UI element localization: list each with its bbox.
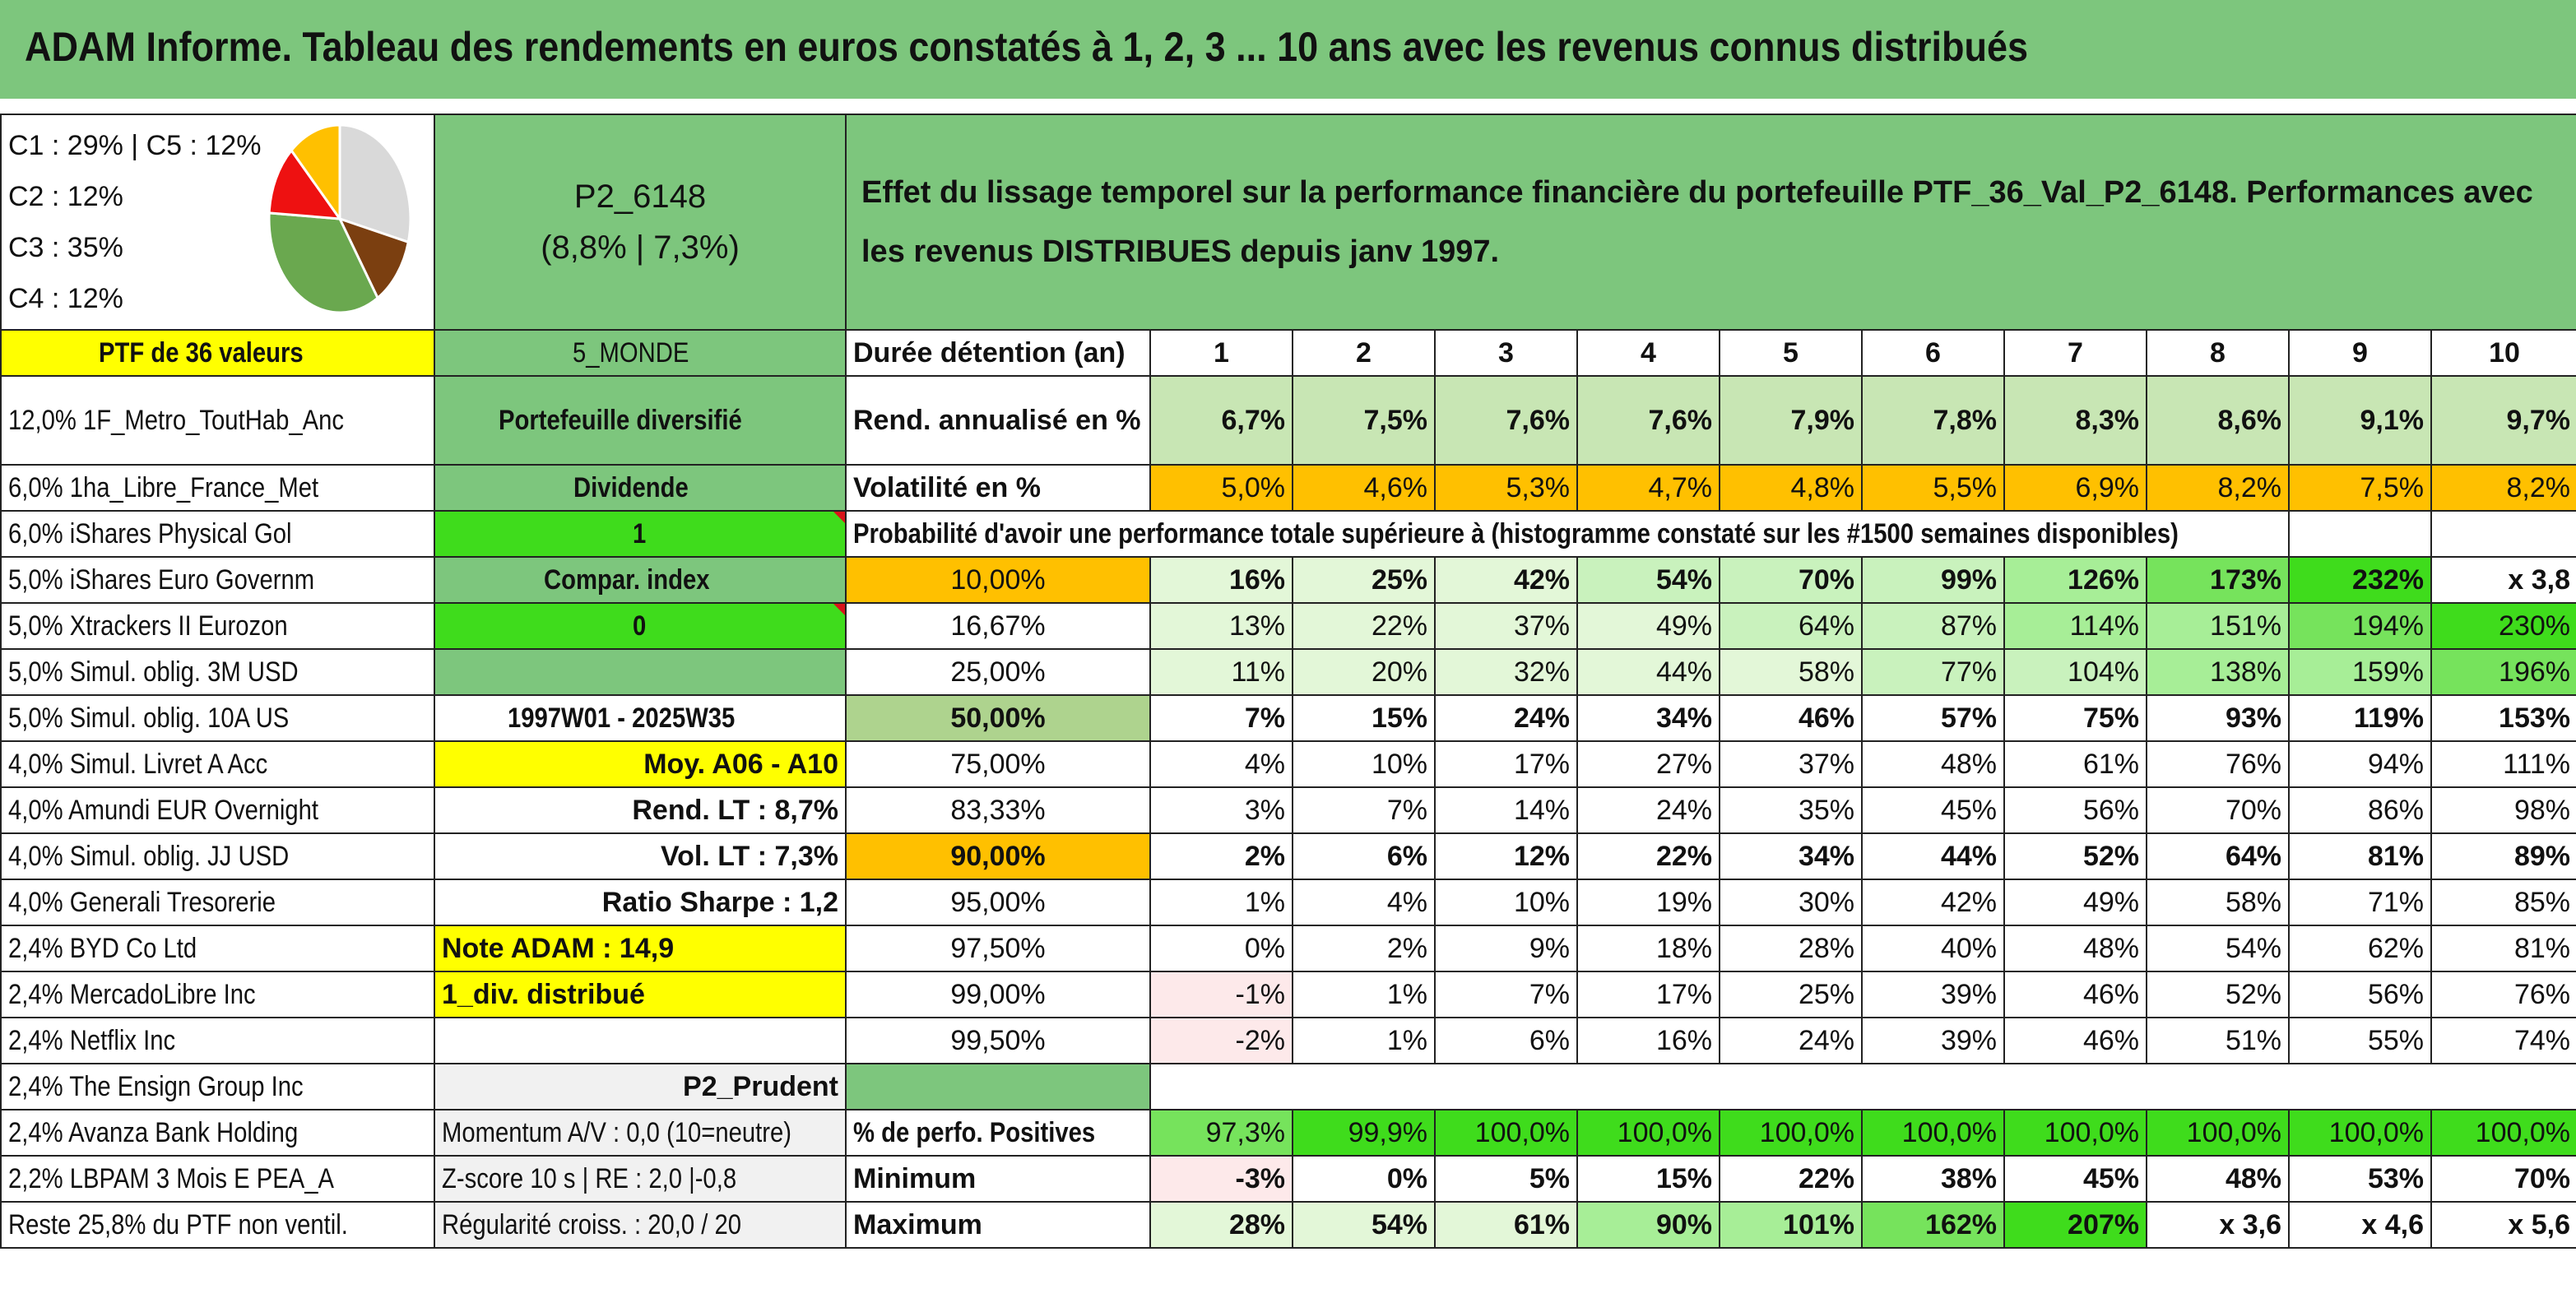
minimum-value: 15%: [1577, 1156, 1720, 1202]
prob-value: 3%: [1150, 787, 1293, 833]
prob-value: 173%: [2147, 557, 2289, 603]
minimum-value: 5%: [1435, 1156, 1577, 1202]
prob-value: 230%: [2431, 603, 2576, 649]
holding-item: 4,0% Generali Tresorerie: [1, 879, 434, 925]
positive-value: 100,0%: [2004, 1110, 2147, 1156]
vol-value: 4,7%: [1577, 465, 1720, 511]
minimum-value: 38%: [1862, 1156, 2004, 1202]
compare-index-flag: 0: [434, 603, 846, 649]
portfolio-cell: [434, 114, 846, 330]
vol-value: 5,0%: [1150, 465, 1293, 511]
maximum-value: 162%: [1862, 1202, 2004, 1248]
vol-value: 8,2%: [2147, 465, 2289, 511]
portfolio-type: Portefeuille diversifié: [434, 376, 846, 465]
prob-value: 196%: [2431, 649, 2576, 695]
prob-value: 87%: [1862, 603, 2004, 649]
report-table: [0, 114, 2576, 1249]
prob-value: 2%: [1150, 833, 1293, 879]
holding-item: 4,0% Simul. Livret A Acc: [1, 741, 434, 787]
prob-value: 37%: [1435, 603, 1577, 649]
portfolio-code: P2_6148: [573, 179, 707, 215]
empty-cell: [1150, 1064, 2576, 1110]
prob-value: 7%: [1150, 695, 1293, 741]
positive-value: 100,0%: [1435, 1110, 1577, 1156]
minimum-value: 48%: [2147, 1156, 2289, 1202]
empty-cell: [846, 1064, 1150, 1110]
prob-value: 77%: [1862, 649, 2004, 695]
prob-value: 76%: [2147, 741, 2289, 787]
prob-value: 28%: [1720, 925, 1862, 971]
positive-label: % de perfo. Positives: [846, 1110, 1150, 1156]
minimum-value: 45%: [2004, 1156, 2147, 1202]
positive-value: 97,3%: [1150, 1110, 1293, 1156]
holding-item: 2,4% The Ensign Group Inc: [1, 1064, 434, 1110]
prob-value: 22%: [1577, 833, 1720, 879]
prob-value: 9%: [1435, 925, 1577, 971]
prob-value: 19%: [1577, 879, 1720, 925]
holding-item: 6,0% iShares Physical Gol: [1, 511, 434, 557]
prob-value: 1%: [1150, 879, 1293, 925]
composition-line: C3 : 35%: [8, 232, 123, 263]
composition-line: C4 : 12%: [8, 283, 123, 314]
prob-value: 126%: [2004, 557, 2147, 603]
prob-value: 1%: [1293, 1018, 1435, 1064]
holding-item: 4,0% Amundi EUR Overnight: [1, 787, 434, 833]
prob-value: 74%: [2431, 1018, 2576, 1064]
prob-value: 76%: [2431, 971, 2576, 1018]
prob-threshold: 50,00%: [846, 695, 1150, 741]
prob-threshold: 25,00%: [846, 649, 1150, 695]
empty-cell: [2431, 511, 2576, 557]
positive-value: 100,0%: [1862, 1110, 2004, 1156]
momentum-label: Momentum A/V : 0,0 (10=neutre): [434, 1110, 846, 1156]
year-header: 7: [2004, 330, 2147, 376]
prob-value: 17%: [1577, 971, 1720, 1018]
title-bar: [0, 0, 2576, 99]
prob-value: -1%: [1150, 971, 1293, 1018]
rend-value: 6,7%: [1150, 376, 1293, 465]
prob-value: 48%: [1862, 741, 2004, 787]
holding-item: 2,4% Netflix Inc: [1, 1018, 434, 1064]
prob-value: 81%: [2431, 925, 2576, 971]
maximum-value: 61%: [1435, 1202, 1577, 1248]
holding-item: 2,2% LBPAM 3 Mois E PEA_A: [1, 1156, 434, 1202]
prob-value: 10%: [1293, 741, 1435, 787]
prob-value: 56%: [2004, 787, 2147, 833]
prob-value: 86%: [2289, 787, 2431, 833]
minimum-value: 53%: [2289, 1156, 2431, 1202]
prob-value: 194%: [2289, 603, 2431, 649]
year-header: 8: [2147, 330, 2289, 376]
prob-value: 93%: [2147, 695, 2289, 741]
positive-value: 99,9%: [1293, 1110, 1435, 1156]
prob-value: 20%: [1293, 649, 1435, 695]
holding-item: 5,0% Simul. oblig. 3M USD: [1, 649, 434, 695]
holding-item: 2,4% Avanza Bank Holding: [1, 1110, 434, 1156]
prob-threshold: 83,33%: [846, 787, 1150, 833]
prob-value: 46%: [2004, 1018, 2147, 1064]
year-header: 5: [1720, 330, 1862, 376]
holding-item: 6,0% 1ha_Libre_France_Met: [1, 465, 434, 511]
year-header: 4: [1577, 330, 1720, 376]
prob-value: 51%: [2147, 1018, 2289, 1064]
comment-marker: [833, 512, 845, 523]
prob-value: 57%: [1862, 695, 2004, 741]
prob-value: 52%: [2147, 971, 2289, 1018]
prob-value: 6%: [1435, 1018, 1577, 1064]
composition-cell: [1, 114, 434, 330]
rend-value: 7,8%: [1862, 376, 2004, 465]
year-header: 6: [1862, 330, 2004, 376]
prob-value: 16%: [1150, 557, 1293, 603]
prob-value: 62%: [2289, 925, 2431, 971]
rend-value: 7,9%: [1720, 376, 1862, 465]
holding-item: 5,0% iShares Euro Governm: [1, 557, 434, 603]
holding-item: 2,4% BYD Co Ltd: [1, 925, 434, 971]
prob-value: 44%: [1862, 833, 2004, 879]
prob-value: 40%: [1862, 925, 2004, 971]
prob-value: x 3,8: [2431, 557, 2576, 603]
prob-value: 64%: [1720, 603, 1862, 649]
report-title: ADAM Informe. Tableau des rendements en euros constatés à 1, 2, 3 ... 10 ans avec les revenus connus distribués: [25, 24, 2029, 70]
composition-line: C2 : 12%: [8, 181, 123, 212]
prob-value: 39%: [1862, 971, 2004, 1018]
rend-value: 9,1%: [2289, 376, 2431, 465]
prob-value: 232%: [2289, 557, 2431, 603]
prob-value: 4%: [1150, 741, 1293, 787]
prob-value: 153%: [2431, 695, 2576, 741]
long-term-volatility: Vol. LT : 7,3%: [434, 833, 846, 879]
prob-value: 35%: [1720, 787, 1862, 833]
prob-value: 55%: [2289, 1018, 2431, 1064]
dividend-count: 1_div. distribué: [434, 971, 846, 1018]
prob-value: 111%: [2431, 741, 2576, 787]
vol-value: 4,8%: [1720, 465, 1862, 511]
year-header: 2: [1293, 330, 1435, 376]
prob-value: 119%: [2289, 695, 2431, 741]
average-label: Moy. A06 - A10: [434, 741, 846, 787]
rend-value: 7,5%: [1293, 376, 1435, 465]
prob-value: 30%: [1720, 879, 1862, 925]
prob-threshold: 90,00%: [846, 833, 1150, 879]
prob-value: 18%: [1577, 925, 1720, 971]
prob-value: 61%: [2004, 741, 2147, 787]
prob-value: 12%: [1435, 833, 1577, 879]
prob-value: 25%: [1720, 971, 1862, 1018]
year-header: 10: [2431, 330, 2576, 376]
regularity-label: Régularité croiss. : 20,0 / 20: [434, 1202, 846, 1248]
prob-value: 34%: [1720, 833, 1862, 879]
vol-value: 8,2%: [2431, 465, 2576, 511]
prob-value: 52%: [2004, 833, 2147, 879]
empty-cell: [2289, 511, 2431, 557]
prob-value: 71%: [2289, 879, 2431, 925]
prob-value: 46%: [2004, 971, 2147, 1018]
prob-value: 2%: [1293, 925, 1435, 971]
sharpe-ratio: Ratio Sharpe : 1,2: [434, 879, 846, 925]
positive-value: 100,0%: [2431, 1110, 2576, 1156]
prob-value: 14%: [1435, 787, 1577, 833]
prob-value: 44%: [1577, 649, 1720, 695]
dividend-label: Dividende: [434, 465, 846, 511]
composition-line: C1 : 29% | C5 : 12%: [8, 130, 262, 161]
prob-value: 159%: [2289, 649, 2431, 695]
prob-value: 49%: [1577, 603, 1720, 649]
minimum-value: 0%: [1293, 1156, 1435, 1202]
positive-value: 100,0%: [1720, 1110, 1862, 1156]
vol-value: 7,5%: [2289, 465, 2431, 511]
vol-label: Volatilité en %: [846, 465, 1150, 511]
rend-label: Rend. annualisé en %: [846, 376, 1150, 465]
holding-row-header: PTF de 36 valeurs: [1, 330, 434, 376]
maximum-value: 28%: [1150, 1202, 1293, 1248]
holding-item: 5,0% Xtrackers II Eurozon: [1, 603, 434, 649]
prob-value: 6%: [1293, 833, 1435, 879]
prob-value: 99%: [1862, 557, 2004, 603]
prob-value: 24%: [1720, 1018, 1862, 1064]
prob-value: -2%: [1150, 1018, 1293, 1064]
holding-item: 5,0% Simul. oblig. 10A US: [1, 695, 434, 741]
prob-value: 27%: [1577, 741, 1720, 787]
prob-value: 98%: [2431, 787, 2576, 833]
prob-value: 45%: [1862, 787, 2004, 833]
prob-value: 85%: [2431, 879, 2576, 925]
empty-info-cell: [434, 649, 846, 695]
prob-value: 37%: [1720, 741, 1862, 787]
rend-value: 9,7%: [2431, 376, 2576, 465]
prob-threshold: 10,00%: [846, 557, 1150, 603]
minimum-value: -3%: [1150, 1156, 1293, 1202]
prob-value: 64%: [2147, 833, 2289, 879]
prob-value: 75%: [2004, 695, 2147, 741]
prob-value: 13%: [1150, 603, 1293, 649]
compare-index-label: Compar. index: [434, 557, 846, 603]
maximum-value: 90%: [1577, 1202, 1720, 1248]
prob-value: 104%: [2004, 649, 2147, 695]
prob-value: 49%: [2004, 879, 2147, 925]
prob-value: 56%: [2289, 971, 2431, 1018]
prob-value: 89%: [2431, 833, 2576, 879]
prob-value: 48%: [2004, 925, 2147, 971]
probability-title: Probabilité d'avoir une performance totale supérieure à (histogramme constaté sur les #1500 semaines disponibles): [846, 511, 2289, 557]
prob-value: 17%: [1435, 741, 1577, 787]
prob-value: 58%: [2147, 879, 2289, 925]
prob-value: 7%: [1435, 971, 1577, 1018]
prob-value: 39%: [1862, 1018, 2004, 1064]
allocation-pie-chart: [266, 122, 414, 316]
rend-value: 7,6%: [1577, 376, 1720, 465]
vol-value: 4,6%: [1293, 465, 1435, 511]
vol-value: 5,5%: [1862, 465, 2004, 511]
prob-threshold: 16,67%: [846, 603, 1150, 649]
dividend-flag: 1: [434, 511, 846, 557]
prob-value: 46%: [1720, 695, 1862, 741]
prob-value: 42%: [1435, 557, 1577, 603]
minimum-value: 22%: [1720, 1156, 1862, 1202]
vol-value: 5,3%: [1435, 465, 1577, 511]
profile-label: P2_Prudent: [434, 1064, 846, 1110]
prob-value: 54%: [2147, 925, 2289, 971]
prob-threshold: 99,00%: [846, 971, 1150, 1018]
prob-value: 114%: [2004, 603, 2147, 649]
prob-value: 7%: [1293, 787, 1435, 833]
prob-threshold: 75,00%: [846, 741, 1150, 787]
holding-item: 4,0% Simul. oblig. JJ USD: [1, 833, 434, 879]
period-label: 1997W01 - 2025W35: [434, 695, 846, 741]
prob-value: 54%: [1577, 557, 1720, 603]
positive-value: 100,0%: [2147, 1110, 2289, 1156]
vol-value: 6,9%: [2004, 465, 2147, 511]
prob-value: 0%: [1150, 925, 1293, 971]
prob-value: 10%: [1435, 879, 1577, 925]
maximum-value: x 5,6: [2431, 1202, 2576, 1248]
prob-threshold: 99,50%: [846, 1018, 1150, 1064]
description-cell: [846, 114, 2576, 330]
minimum-label: Minimum: [846, 1156, 1150, 1202]
prob-value: 58%: [1720, 649, 1862, 695]
prob-value: 42%: [1862, 879, 2004, 925]
rend-value: 8,3%: [2004, 376, 2147, 465]
minimum-value: 70%: [2431, 1156, 2576, 1202]
maximum-value: 101%: [1720, 1202, 1862, 1248]
rend-value: 8,6%: [2147, 376, 2289, 465]
prob-value: 81%: [2289, 833, 2431, 879]
zscore-label: Z-score 10 s | RE : 2,0 |-0,8: [434, 1156, 846, 1202]
year-header: 1: [1150, 330, 1293, 376]
positive-value: 100,0%: [2289, 1110, 2431, 1156]
portfolio-perf: (8,8% | 7,3%): [541, 230, 740, 266]
prob-value: 1%: [1293, 971, 1435, 1018]
prob-value: 151%: [2147, 603, 2289, 649]
empty-info-cell: [434, 1018, 846, 1064]
maximum-value: x 4,6: [2289, 1202, 2431, 1248]
maximum-value: 207%: [2004, 1202, 2147, 1248]
year-header: 3: [1435, 330, 1577, 376]
prob-threshold: 97,50%: [846, 925, 1150, 971]
separator: [0, 99, 2576, 114]
duration-label: Durée détention (an): [846, 330, 1150, 376]
holding-item: Reste 25,8% du PTF non ventil.: [1, 1202, 434, 1248]
prob-value: 11%: [1150, 649, 1293, 695]
prob-value: 138%: [2147, 649, 2289, 695]
prob-value: 22%: [1293, 603, 1435, 649]
holding-item: 12,0% 1F_Metro_ToutHab_Anc: [1, 376, 434, 465]
prob-value: 4%: [1293, 879, 1435, 925]
maximum-label: Maximum: [846, 1202, 1150, 1248]
portfolio-description: Effet du lissage temporel sur la performance financière du portefeuille PTF_36_Val_P2_6148. Performances avec les revenus DISTRIBUES depuis janv 1997.: [861, 175, 2533, 269]
region-label: 5_MONDE: [434, 330, 846, 376]
prob-value: 15%: [1293, 695, 1435, 741]
prob-threshold: 95,00%: [846, 879, 1150, 925]
prob-value: 24%: [1577, 787, 1720, 833]
long-term-return: Rend. LT : 8,7%: [434, 787, 846, 833]
adam-note: Note ADAM : 14,9: [434, 925, 846, 971]
prob-value: 70%: [2147, 787, 2289, 833]
rend-value: 7,6%: [1435, 376, 1577, 465]
holding-item: 2,4% MercadoLibre Inc: [1, 971, 434, 1018]
positive-value: 100,0%: [1577, 1110, 1720, 1156]
prob-value: 32%: [1435, 649, 1577, 695]
prob-value: 24%: [1435, 695, 1577, 741]
prob-value: 34%: [1577, 695, 1720, 741]
maximum-value: x 3,6: [2147, 1202, 2289, 1248]
prob-value: 25%: [1293, 557, 1435, 603]
prob-value: 94%: [2289, 741, 2431, 787]
year-header: 9: [2289, 330, 2431, 376]
comment-marker: [833, 604, 845, 615]
prob-value: 70%: [1720, 557, 1862, 603]
maximum-value: 54%: [1293, 1202, 1435, 1248]
prob-value: 16%: [1577, 1018, 1720, 1064]
